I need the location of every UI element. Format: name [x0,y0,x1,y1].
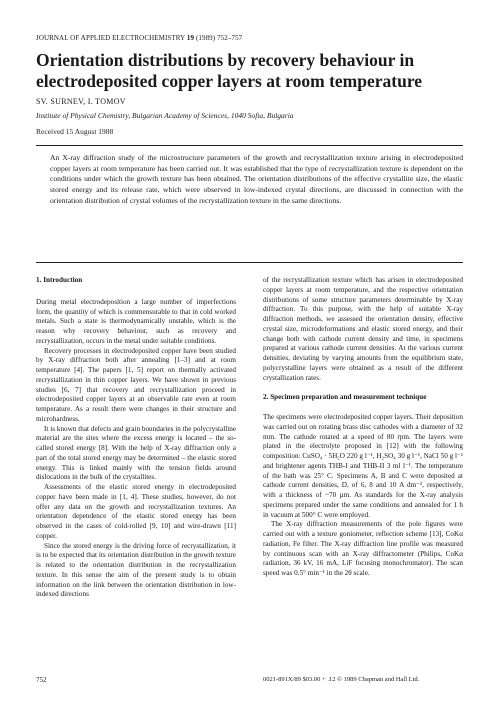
copyright-line: 0021-891X/89 $03.00 + .12 © 1989 Chapman and Hall Ltd. [263,676,420,683]
paragraph: Assessments of the elastic stored energy in electrodeposited copper have been made in [1, 4]. These studies, however, do not offer any data on the growth and recrystallization textures. An orientation dependence of the elastic stored energy has been observed in the cases of cold-rolled [9, 10] and wire-drawn [11] copper. [36,483,236,540]
journal-volume: 19 [186,34,195,42]
article-authors: SV. SURNEV, I. TOMOV [36,97,126,106]
article-title: Orientation distributions by recovery behaviour in electrodeposited copper layers at room temperature [36,50,423,91]
paragraph: The specimens were electrodeposited copper layers. Their deposition was carried out on rotating brass disc cathodes with a diameter of 32 mm. The cathode rotated at a speed of 80 rpm. The layers were plated in the electrolyte proposed in [12] with the following composition: CuSO₄ · 5H₂O 220 g l⁻¹, H₂SO₄ 30 g l⁻¹, NaCl 50 g l⁻¹ and brightener agents THB-I and THB-II 3 ml l⁻¹. The temperature of the bath was 25° C. Specimens A, B and C were deposited at cathode current densities, D, of 6, 8 and 10 A dm⁻², respectively, with a thickness of ~70 µm. As standards for the X-ray analysis specimens prepared under the same conditions and annealed for 1 h in vacuum at 500° C were employed. [263,413,463,519]
paragraph: The X-ray diffraction measurements of the pole figures were carried out with a texture goniometer, reflection scheme [13], CoKα radiation, Fe filter. The X-ray diffraction line profile was measured by continuous scan with an X-ray diffractometer (Philips, CoKα radiation, 36 kV, 16 mA, LiF focusing monochromator). The scan speed was 0.5° min⁻¹ in the 2θ scale. [263,520,463,577]
paragraph: It is known that defects and grain boundaries in the polycrystalline material are the sites where the excess energy is located – the so-called stored energy [8]. With the help of X-ray diffraction only a part of the total stored energy may be determined – the elastic stored energy. This is linked mainly with the tension fields around dislocations in the bulk of the crystallites. [36,424,236,482]
paragraph: Since the stored energy is the driving force of recrystallization, it is to be expected that its orientation distribution in the growth texture is related to the orientation distribution in the recrystallization texture. In this sense the aim of the present study is to obtain information on the link between the orientation distribution in low-indexed directions [36,541,236,599]
section-heading-introduction: 1. Introduction [36,276,83,284]
journal-header [36,34,242,42]
journal-issue-pages: (1989) 752–757 [195,34,243,42]
paragraph: Recovery processes in electrodeposited copper have been studied by X-ray diffraction both after annealing [1–3] and at room temperature [4]. The papers [1, 5] report on thermally activated recrystallization in thin copper layers. We have shown in previous studies [6, 7] that recovery and recrystallization proceed in electrodeposited copper layers at an observable rate even at room temperature. As a result there were changes in their structure and microhardness. [36,346,236,423]
paragraph: During metal electrodeposition a large number of imperfections form, the quantity of which is commensurable to that in cold worked metals. Such a state is thermodynamically unstable, which is the reason why recovery behaviour, such as recovery and recrystallization, occurs in the metal under suitable conditions. [36,297,236,345]
section-heading-specimen-preparation: 2. Specimen preparation and measurement technique [263,393,427,402]
article-affiliation: Institute of Physical Chemistry, Bulgarian Academy of Sciences, 1040 Sofia, Bulgaria [36,111,294,120]
left-column [36,276,236,600]
paragraph: of the recrystallization texture which has arisen in electrodeposited copper layers at room temperature, and the respective orientation distributions of some structure parameters determinable by X-ray diffraction. To this purpose, with the help of suitable X-ray diffraction methods, we assessed the orientation density, effective crystal size, microdeformations and elastic stored energy, and their change both with cathode current density and time, in specimens prepared at various cathode current densities. At the various current densities, deviating by varying amounts from the equilibrium state, polycrystalline layers were obtained as a result of the different crystallization rates. [263,276,463,382]
abstract-top-rule [36,145,463,146]
journal-name: JOURNAL OF APPLIED ELECTROCHEMISTRY [36,34,186,42]
abstract-bottom-rule [36,262,463,263]
received-date: Received 15 August 1988 [36,127,114,136]
abstract: An X-ray diffraction study of the microstructure parameters of the growth and recrystallization texture arising in electrodeposited copper layers at room temperature has been carried out. It was established that the type of recrystallization texture is dependent on the conditions under which the growth texture has been obtained. The orientation distributions of the effective crystallite size, the elastic stored energy and its release rate, which were observed in low-indexed crystal directions, are discussed in connection with the orientation distribution of crystal volumes of the recrystallization texture in the same directions. [50,153,463,205]
page-number: 752 [36,676,47,684]
right-column [263,276,463,579]
